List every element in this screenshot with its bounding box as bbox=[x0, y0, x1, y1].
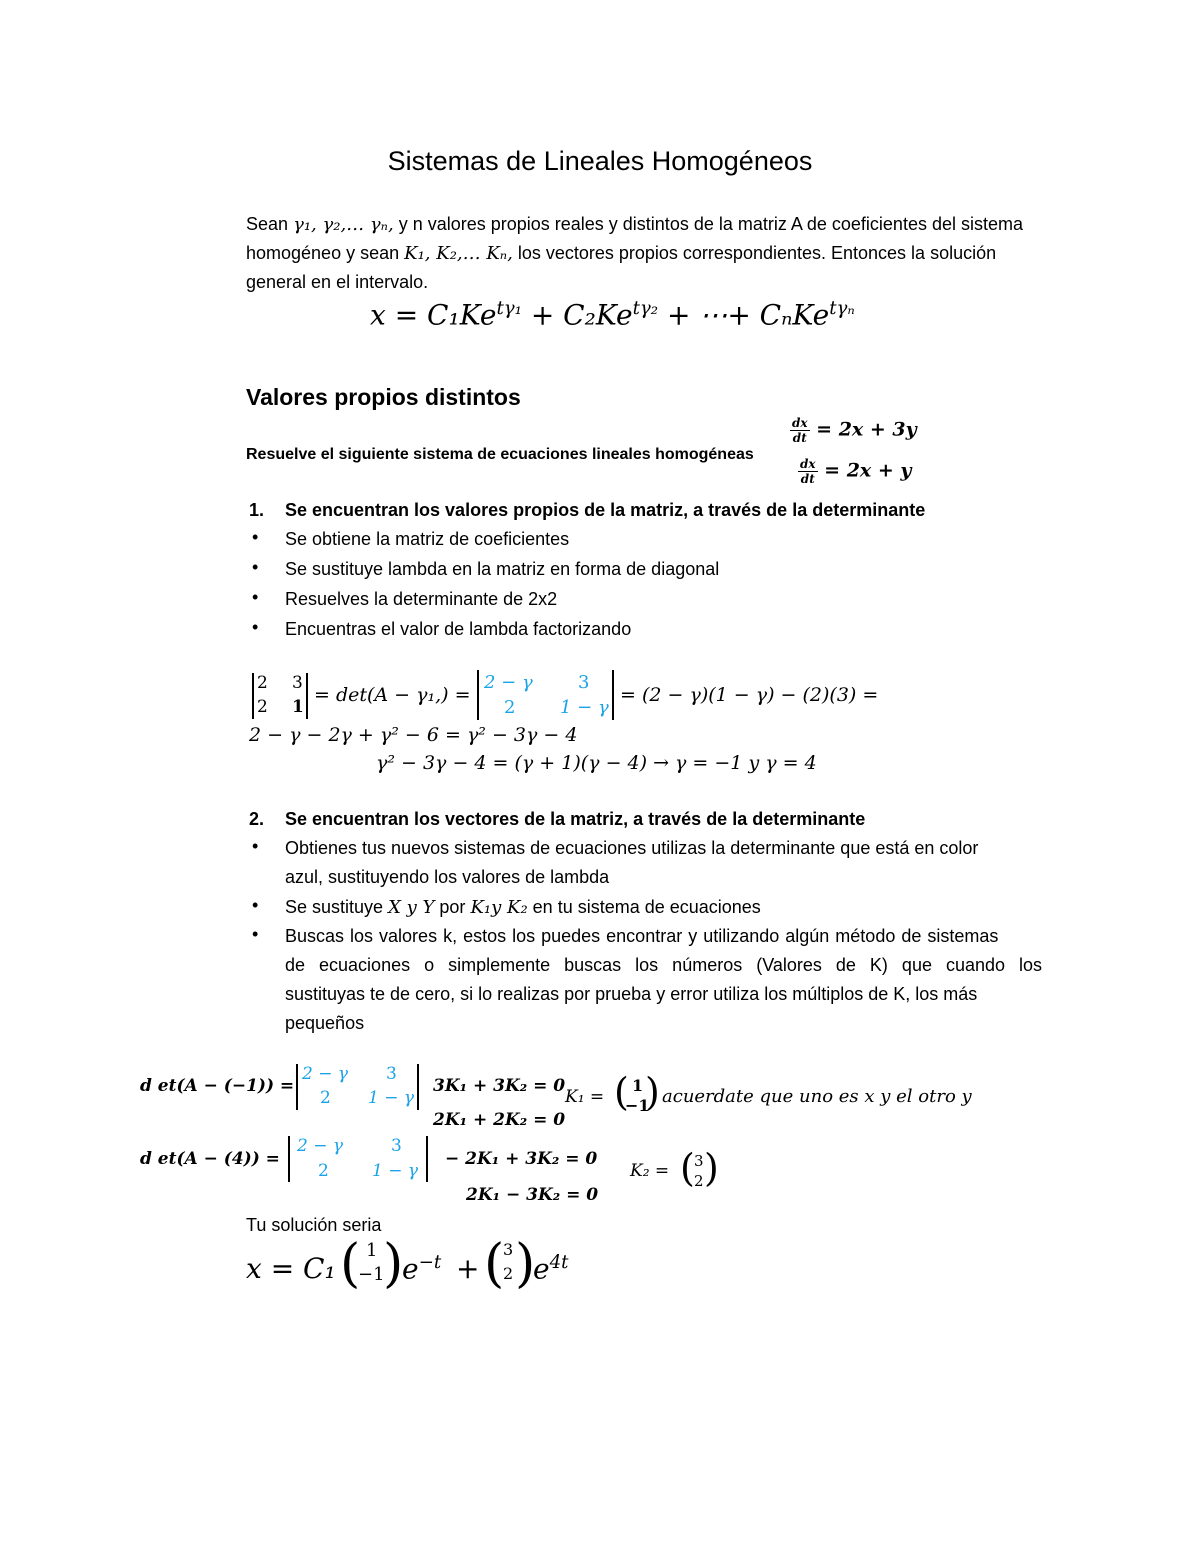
intro-line-1-pre: Sean bbox=[246, 214, 289, 234]
det1b-m22: 1 − γ bbox=[560, 697, 609, 718]
step1-bullet-1: Se obtiene la matriz de coeficientes bbox=[285, 529, 570, 549]
gs-lhs: x = C₁Ke bbox=[370, 298, 497, 332]
det1-line-2: 2 − γ − 2γ + γ² − 6 = γ² − 3γ − 4 bbox=[249, 724, 578, 746]
intro-line-1-post: y n valores propios reales y distintos de la matriz A de coeficientes del sistema bbox=[398, 214, 1023, 234]
eq1-rhs: = 2x + 3y bbox=[816, 418, 917, 441]
eigen1-m12: 3 bbox=[386, 1064, 397, 1084]
final-e1-sup: −t bbox=[418, 1252, 442, 1273]
final-v2-a: 3 bbox=[503, 1240, 514, 1259]
intro-line-2-pre: homogéneo y sean bbox=[246, 243, 400, 263]
step2-bullet-dot-2: • bbox=[252, 895, 259, 915]
step1-title: Se encuentran los valores propios de la matriz, a través de la determinante bbox=[285, 500, 926, 520]
step2-bullet-3-line-2: de ecuaciones o simplemente buscas los números (Valores de K) que cuando los bbox=[285, 955, 1043, 975]
eigen1-vec-2: −1 bbox=[625, 1096, 650, 1115]
eigen2-m11: 2 − γ bbox=[297, 1136, 344, 1156]
page-title: Sistemas de Lineales Homogéneos bbox=[387, 146, 813, 176]
eigen1-m21: 2 bbox=[320, 1088, 331, 1108]
step2-bullet-1-line-2: azul, sustituyendo los valores de lambda bbox=[285, 867, 610, 887]
step1-bullet-dot-4: • bbox=[252, 617, 259, 637]
final-v2-b: 2 bbox=[503, 1264, 514, 1283]
intro-gammas: γ₁, γ₂,… γₙ, bbox=[293, 214, 394, 235]
eq2-rhs: = 2x + y bbox=[824, 459, 912, 482]
final-e2-sup: 4t bbox=[549, 1252, 569, 1273]
step2-bullet-1-line-1: Obtienes tus nuevos sistemas de ecuaciones utilizas la determinante que está en color bbox=[285, 838, 979, 858]
step2-b2-post: en tu sistema de ecuaciones bbox=[532, 897, 761, 917]
final-v1-right-paren: ) bbox=[383, 1234, 404, 1294]
step2-b2-xy: X y Y bbox=[388, 897, 435, 918]
eigen1-vec-1: 1 bbox=[632, 1076, 644, 1095]
eigen2-m21: 2 bbox=[318, 1161, 329, 1181]
eigen2-left-bar bbox=[288, 1136, 290, 1182]
step2-b2-mid: por bbox=[439, 897, 466, 917]
final-v2-right-paren: ) bbox=[515, 1234, 536, 1294]
step2-bullet-dot-1: • bbox=[252, 836, 259, 856]
eigen2-eq-1: − 2K₁ + 3K₂ = 0 bbox=[445, 1149, 598, 1169]
eigen1-right-bar bbox=[417, 1064, 419, 1110]
gs-sup3: tγₙ bbox=[829, 298, 855, 319]
gs-sup1: tγ₁ bbox=[496, 298, 522, 319]
step1-bullet-3: Resuelves la determinante de 2x2 bbox=[285, 589, 558, 609]
eigen1-eq-1: 3K₁ + 3K₂ = 0 bbox=[433, 1076, 566, 1096]
final-plus: + bbox=[456, 1252, 480, 1285]
eigen2-vec-1: 3 bbox=[694, 1152, 704, 1170]
step2-number: 2. bbox=[249, 809, 265, 829]
section-title: Valores propios distintos bbox=[246, 384, 521, 410]
eigen2-vec-left-paren: ( bbox=[680, 1146, 695, 1190]
eigen2-vec-right-paren: ) bbox=[704, 1146, 719, 1190]
step2-bullet-3-line-4: pequeños bbox=[285, 1013, 365, 1033]
det1b-m12: 3 bbox=[578, 672, 590, 693]
final-e1-base: e bbox=[402, 1252, 419, 1286]
final-e2-base: e bbox=[533, 1252, 550, 1286]
eigen2-eq-2: 2K₁ − 3K₂ = 0 bbox=[466, 1185, 599, 1205]
eq1-fraction bbox=[790, 416, 810, 445]
det1-line-3: γ² − 3γ − 4 = (γ + 1)(γ − 4) → γ = −1 y γ = 4 bbox=[376, 752, 817, 774]
gs-mid2: + ⋯+ CₙKe bbox=[658, 298, 830, 332]
det1b-left-bar bbox=[477, 670, 479, 720]
general-solution-formula bbox=[370, 298, 855, 331]
det1-m11: 2 bbox=[257, 673, 268, 693]
eq1-dt: dt bbox=[792, 431, 807, 445]
eigen2-m12: 3 bbox=[391, 1136, 402, 1156]
final-e2 bbox=[533, 1252, 568, 1285]
intro-line-2 bbox=[246, 239, 996, 268]
det1-m21: 2 bbox=[257, 697, 268, 717]
step2-title: Se encuentran los vectores de la matriz, a través de la determinante bbox=[285, 809, 866, 829]
eigen1-vec-right-paren: ) bbox=[645, 1070, 660, 1114]
step2-bullet-2 bbox=[285, 893, 761, 922]
intro-line-3: general en el intervalo. bbox=[246, 272, 429, 292]
det1-eq-det: = det(A − γ₁,) = bbox=[314, 684, 471, 706]
eq2-fraction bbox=[798, 457, 818, 486]
eigen1-m11: 2 − γ bbox=[302, 1064, 349, 1084]
eigen1-k-label: K₁ = bbox=[565, 1087, 605, 1107]
final-v2-left-paren: ( bbox=[484, 1234, 505, 1294]
eigen1-m22: 1 − γ bbox=[368, 1088, 415, 1108]
det1-m12: 3 bbox=[292, 673, 303, 693]
step1-bullet-dot-2: • bbox=[252, 557, 259, 577]
det1-result: = (2 − γ)(1 − γ) − (2)(3) = bbox=[620, 684, 879, 706]
step2-b2-ks: K₁y K₂ bbox=[470, 897, 528, 918]
step1-bullet-dot-3: • bbox=[252, 587, 259, 607]
step2-bullet-3-line-3: sustituyas te de cero, si lo realizas por prueba y error utiliza los múltiplos de K, los más bbox=[285, 984, 978, 1004]
eigen2-k-label: K₂ = bbox=[630, 1161, 670, 1181]
eigen2-right-bar bbox=[426, 1136, 428, 1182]
det1b-m21: 2 bbox=[504, 697, 516, 718]
eigen1-left-bar bbox=[296, 1064, 298, 1110]
step1-number: 1. bbox=[249, 500, 265, 520]
final-e1 bbox=[402, 1252, 441, 1285]
eigen2-vec-2: 2 bbox=[694, 1172, 704, 1190]
eigen1-vec-left-paren: ( bbox=[614, 1070, 629, 1114]
eq1-dx: dx bbox=[792, 416, 808, 430]
system-prompt: Resuelve el siguiente sistema de ecuaciones lineales homogéneas bbox=[246, 446, 754, 463]
final-label: Tu solución seria bbox=[246, 1215, 382, 1235]
step1-bullet-2: Se sustituye lambda en la matriz en forma de diagonal bbox=[285, 559, 720, 579]
step2-b2-pre: Se sustituye bbox=[285, 897, 384, 917]
det1-left-bar bbox=[252, 673, 254, 719]
final-v1-a: 1 bbox=[366, 1240, 378, 1261]
step2-bullet-dot-3: • bbox=[252, 924, 259, 944]
intro-ks: K₁, K₂,… Kₙ, bbox=[404, 243, 513, 264]
eq2-dt: dt bbox=[800, 472, 815, 486]
eigen1-lhs: d et(A − (−1)) = bbox=[140, 1076, 295, 1096]
system-eq-2 bbox=[798, 457, 911, 486]
eigen2-lhs: d et(A − (4)) = bbox=[140, 1149, 280, 1169]
final-v1-left-paren: ( bbox=[340, 1234, 361, 1294]
gs-sup2: tγ₂ bbox=[632, 298, 659, 319]
intro-line-2-post: los vectores propios correspondientes. Entonces la solución bbox=[517, 243, 997, 263]
det1b-m11: 2 − γ bbox=[484, 672, 533, 693]
step1-bullet-4: Encuentras el valor de lambda factorizando bbox=[285, 619, 632, 639]
final-v1-b: −1 bbox=[358, 1264, 385, 1285]
intro-line-1 bbox=[246, 210, 1023, 239]
system-eq-1 bbox=[790, 416, 917, 445]
eigen1-eq-2: 2K₁ + 2K₂ = 0 bbox=[433, 1110, 566, 1130]
eq2-dx: dx bbox=[800, 457, 816, 471]
eigen2-m22: 1 − γ bbox=[372, 1161, 419, 1181]
gs-mid1: + C₂Ke bbox=[521, 298, 633, 332]
det1-m22: 1 bbox=[292, 697, 304, 717]
step1-bullet-dot-1: • bbox=[252, 527, 259, 547]
step2-bullet-3-line-1: Buscas los valores k, estos los puedes encontrar y utilizando algún método de sistemas bbox=[285, 926, 999, 946]
final-lhs: x = C₁ bbox=[246, 1252, 336, 1285]
eigen1-note: acuerdate que uno es x y el otro y bbox=[662, 1086, 972, 1107]
det1-right-bar bbox=[306, 673, 308, 719]
det1b-right-bar bbox=[612, 670, 614, 720]
